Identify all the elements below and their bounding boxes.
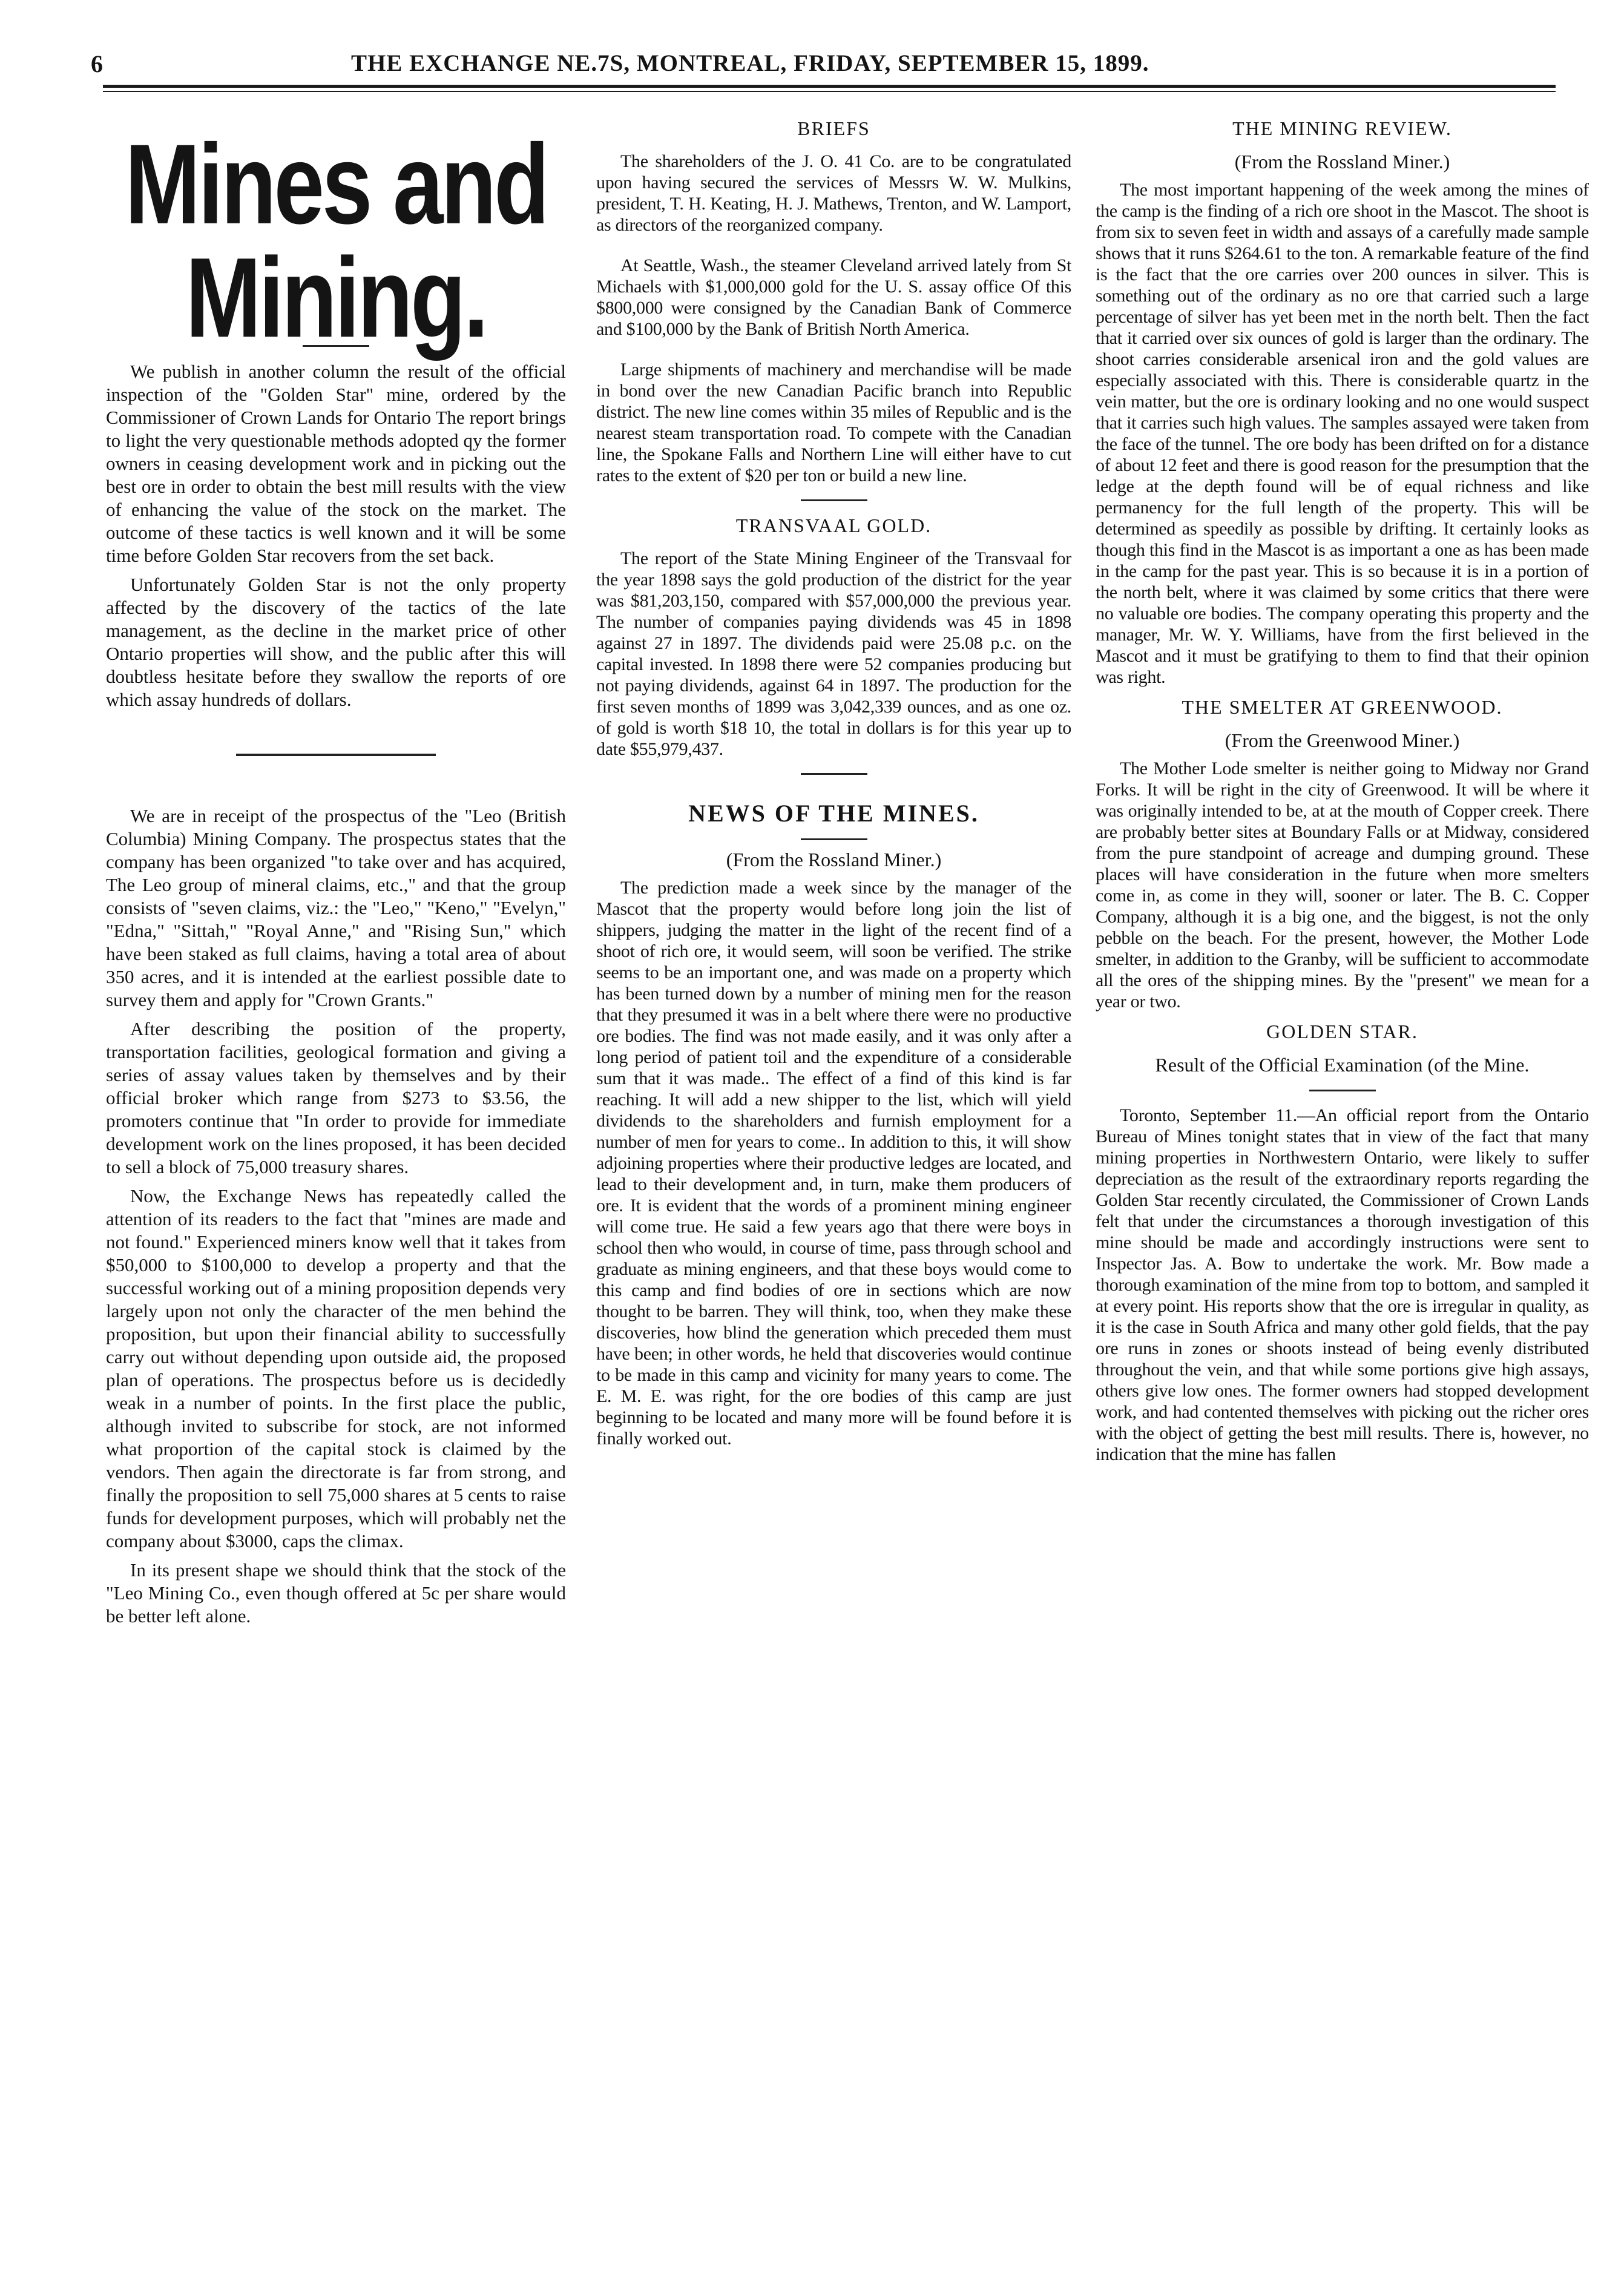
divider — [801, 499, 867, 501]
section-heading-transvaal: TRANSVAAL GOLD. — [735, 515, 932, 536]
section-heading-news: NEWS OF THE MINES. — [688, 800, 979, 827]
article-paragraph: The report of the State Mining Engineer of the Transvaal for the year 1898 says the gold production of the district for the year was $81,203,150, compared with $57,000,000 the previous year. The number of companies paying dividends was 45 in 1898 against 27 in 1897. The dividends paid were 25.08 p.c. on the capital invested. In 1898 there were 52 companies producing but not paying dividends, against 64 in 1897. The production for the first seven months of 1899 was 3,042,339 ounces, and as one oz. of gold is worth $18 10, the total in dollars is for this year up to date $55,979,437. — [596, 548, 1071, 759]
section-heading-briefs: BRIEFS — [797, 117, 870, 139]
subheading: Result of the Official Examination (of the Mine. — [1155, 1054, 1530, 1076]
article-paragraph: The most important happening of the week among the mines of the camp is the finding of a rich ore shoot in the Mascot. The shoot is from six to seven feet in width and assays of a carefully made sample shows that it runs $264.61 to the ton. A remarkable feature of the find is the fact that the ore carries over 200 ounces in silver. This is something out of the ordinary as no ore that carried such a large percentage of silver has yet been met in the north belt. Then the fact that it carried over six ounces of gold is larger than the ordinary. The shoot carries considerable arsenical iron and the gold values are especially associated with this. There is considerable quartz in the vein matter, but the ore is ordinary looking and no one would suspect that it carries such high values. The samples assayed were taken from the face of the tunnel. The ore body has been drifted on for a distance of about 12 feet and there is good reason for the presumption that the ledge at the depth found will be of equal richness and like permanency for the full length of the property. This will be determined as speedily as possible by drifting. It certainly looks as though this find in the Mascot is as important a one as has been made in the camp for the past year. This is so because it is in a portion of the north belt, where it was claimed by some critics that there were no valuable ore bodies. The company operating this property and the manager, Mr. W. Y. Williams, have from the first believed in the Mascot and it must be gratifying to them to find that their opinion was right. — [1096, 180, 1589, 687]
masthead-rule-thin — [103, 91, 1556, 92]
section-headline: Mines and Mining. — [125, 120, 547, 361]
source-credit: (From the Greenwood Miner.) — [1225, 729, 1460, 751]
column-mining-review — [1096, 109, 1589, 2252]
article-paragraph: In its present shape we should think that the stock of the "Leo Mining Co., even though offered at 5c per share would be better left alone. — [106, 1559, 566, 1627]
source-credit: (From the Rossland Miner.) — [1234, 151, 1450, 173]
column-mines-and-mining — [106, 109, 566, 2252]
article-paragraph: We are in receipt of the prospectus of the "Leo (British Columbia) Mining Company. The prospectus states that the company has been organized "to take over and has acquired, The Leo group of mineral claims, etc.," and that the group consists of "seven claims, viz.: the "Leo," "Keno," "Evelyn," "Edna," "Sittah," "Royal Anne," and "Rising Sun," which have been staked as full claims, having a total area of about 350 acres, and it is intended at the earliest possible date to survey them and apply for "Crown Grants." — [106, 805, 566, 1010]
source-credit: (From the Rossland Miner.) — [726, 849, 942, 870]
article-paragraph: Unfortunately Golden Star is not the only property affected by the discovery of the tactics of the late management, as the decline in the market price of other Ontario properties will show, and the public after this will doubtless hesitate before they swallow the reports of ore which assay hundreds of dollars. — [106, 574, 566, 710]
article-paragraph: We publish in another column the result of the official inspection of the "Golden Star" mine, ordered by the Commissioner of Crown Lands for Ontario The report brings to light the very questionable methods adopted qy the former owners in ceasing development work and in picking out the best ore in order to obtain the best mill results with the view of enhancing the value of the stock on the market. The outcome of these tactics is well known and it will be some time before Golden Star recovers from the set back. — [106, 361, 566, 566]
column-briefs — [596, 109, 1071, 2252]
masthead-rule — [103, 85, 1556, 88]
article-paragraph: Now, the Exchange News has repeatedly called the attention of its readers to the fact that "mines are made and not found." Experienced miners know well that it takes from $50,000 to $100,000 to develop a property and that the successful working out of a mining proposition depends very largely upon not only the character of the men behind the proposition, but upon their financial ability to successfully carry out without depending upon outside aid, the proposed plan of operations. The prospectus before us is decidedly weak in a number of points. In the first place the public, although invited to subscribe for stock, are not informed what proportion of the capital stock is claimed by the vendors. Then again the directorate is far from strong, and finally the proposition to sell 75,000 shares at 5 cents to raise funds for development purposes, which will probably net the company about $3000, caps the climax. — [106, 1185, 566, 1551]
brief-paragraph: At Seattle, Wash., the steamer Cleveland arrived lately from St Michaels with $1,000,000 gold for the U. S. assay office Of this $800,000 were consigned by the Canadian Bank of Commerce and $100,000 by the Bank of British North America. — [596, 255, 1071, 339]
section-heading-golden-star: GOLDEN STAR. — [1266, 1021, 1418, 1042]
page-number: 6 — [91, 50, 103, 77]
article-paragraph: The Mother Lode smelter is neither going to Midway nor Grand Forks. It will be right in the city of Greenwood. It will be where it was originally intended to be, at at the mouth of Copper creek. There are probably better sites at Boundary Falls or at Midway, considered from the pure standpoint of acreage and dumping ground. These places will have consideration in the future when more smelters come in, as come in they will, sooner or later. The B. C. Copper Company, although it is a big one, and the biggest, is not the only pebble on the beach. For the present, however, the Mother Lode smelter, in addition to the Granby, will be sufficient to accommodate all the ores of the shipping mines. By the "present" we mean for a year or two. — [1096, 758, 1589, 1012]
newspaper-masthead: THE EXCHANGE NE.7S, MONTREAL, FRIDAY, SEPTEMBER 15, 1899. — [351, 50, 1149, 76]
divider — [801, 773, 867, 775]
article-paragraph: The prediction made a week since by the manager of the Mascot that the property would before long join the list of shippers, judging the matter in the light of the recent find of a shoot of rich ore, it would seem, will soon be verified. The strike seems to be an important one, and was made on a property which has been turned down by a number of mining men for the reason that they presumed it was in a belt where there were no productive ore bodies. The find was not made easily, and it was only after a long period of patient toil and the expenditure of a considerable sum that it was made.. The effect of a find of this kind is far reaching. It will add a new shipper to the list, which will yield dividends to the shareholders and furnish employment for a number of men for years to come.. In addition to this, it will show adjoining properties where their productive ledges are located, and lead to their development and, in turn, make them producers of ore. It is evident that the words of a prominent mining engineer will come true. He said a few years ago that there were boys in school then who would, in course of time, pass through school and graduate as mining engineers, and that these boys would come to this camp and find bodies of ore in sections which are now thought to be barren. They will think, too, when they make these discoveries, how blind the generation which preceded them must have been; in other words, he held that discoveries would continue to be made in this camp and vicinity for many years to come. The E. M. E. was right, for the ore bodies of this camp are just beginning to be located and many more will be found before it is finally worked out. — [596, 878, 1071, 1449]
masthead — [91, 50, 1622, 80]
divider — [1309, 1090, 1376, 1091]
divider — [236, 754, 436, 756]
brief-paragraph: Large shipments of machinery and merchandise will be made in bond over the new Canadian Pacific branch into Republic district. The new line comes within 35 miles of Republic and is the nearest steam transportation road. To compete with the Canadian line, the Spokane Falls and Northern Line will either have to cut rates to the extent of $20 per ton or build a new line. — [596, 360, 1071, 485]
section-heading-review: THE MINING REVIEW. — [1232, 117, 1452, 139]
brief-paragraph: The shareholders of the J. O. 41 Co. are to be congratulated upon having secured the services of Messrs W. W. Mulkins, president, T. H. Keating, H. J. Mathews, Trenton, and W. Lamport, as directors of the reorganized company. — [596, 151, 1071, 235]
article-paragraph: After describing the position of the property, transportation facilities, geological formation and giving a series of assay values taken by themselves and by their official broker which range from $273 to $3.56, the promoters continue that "In order to provide for immediate development work on the lines proposed, it has been decided to sell a block of 75,000 treasury shares. — [106, 1018, 566, 1177]
article-paragraph: Toronto, September 11.—An official report from the Ontario Bureau of Mines tonight states that in view of the fact that many mining properties in Northwestern Ontario, were likely to suffer depreciation as the result of the extraordinary reports regarding the Golden Star recently circulated, the Commissioner of Crown Lands felt that under the circumstances a thorough investigation of this mine should be made and accordingly instructions were sent to Inspector Jas. A. Bow to undertake the work. Mr. Bow made a thorough examination of the mine from top to bottom, and sampled it at every point. His reports show that the ore is irregular in quality, as it is the case in South Africa and many other gold fields, that the pay ore runs in zones or shoots instead of being evenly distributed throughout the vein, and that while some portions give high assays, others give low ones. The former owners had stopped development work, and had contented themselves with picking out the richer ores with the object of getting the best mill results. There is, however, no indication that the mine has fallen — [1096, 1105, 1589, 1464]
divider — [801, 838, 867, 840]
section-heading-smelter: THE SMELTER AT GREENWOOD. — [1182, 696, 1503, 718]
